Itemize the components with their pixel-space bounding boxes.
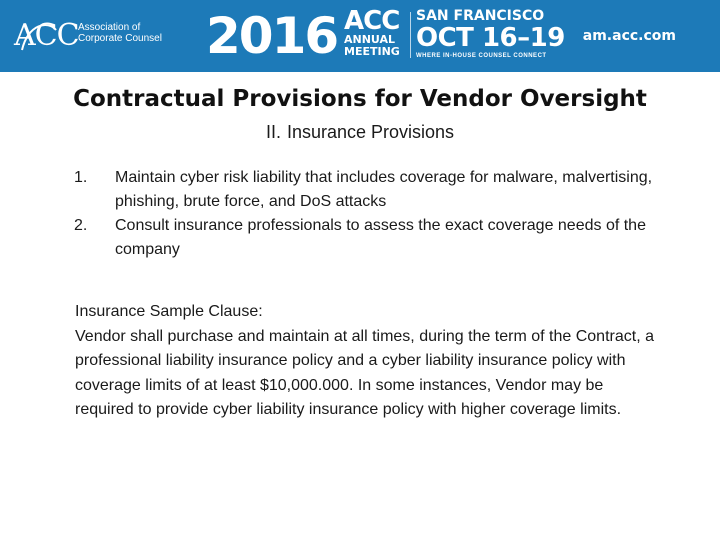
clause-heading: Insurance Sample Clause: [75, 303, 263, 320]
annual-label: ANNUAL [344, 33, 396, 46]
logo-mark: ACC [14, 18, 79, 53]
header-banner [0, 0, 720, 72]
logo-line-1: Association of [78, 22, 141, 33]
logo-line-2: Corporate Counsel [78, 33, 162, 44]
logo-text [78, 22, 178, 44]
subtitle-text: Insurance Provisions [286, 122, 455, 142]
sample-clause [75, 300, 665, 423]
event-city: SAN FRANCISCO [416, 8, 545, 24]
list-marker: 2. [74, 217, 88, 234]
site-url: am.acc.com [582, 28, 676, 44]
acc-logo [14, 16, 164, 56]
slide-title: Contractual Provisions for Vendor Oversight [73, 86, 647, 112]
annual-meeting-block [344, 8, 406, 58]
list-item [74, 166, 674, 214]
event-year: 2016 [206, 7, 338, 65]
slide-subtitle [0, 120, 720, 144]
list-item-text: Consult insurance professionals to assess the exact coverage needs of the company [115, 217, 646, 258]
event-tagline: WHERE IN-HOUSE COUNSEL CONNECT [416, 53, 547, 59]
subtitle-number: II. [265, 122, 281, 142]
acc-wordmark: ACC [344, 6, 400, 36]
list-item-text: Maintain cyber risk liability that includes coverage for malware, malvertising, phishing, brute force, and DoS attacks [115, 169, 653, 210]
event-dates: OCT 16–19 [416, 23, 565, 53]
header-divider [410, 12, 411, 58]
list-marker: 1. [74, 169, 88, 186]
meeting-label: MEETING [344, 45, 400, 58]
provision-list [74, 166, 674, 262]
list-item [74, 214, 674, 262]
event-info [416, 8, 565, 60]
clause-body: Vendor shall purchase and maintain at all times, during the term of the Contract, a professional liability insurance policy and a cyber liability insurance policy with coverage limits of at least $10,000.000. In some instances, Vendor may be required to provide cyber liability insurance policy with higher coverage limits. [75, 327, 654, 418]
